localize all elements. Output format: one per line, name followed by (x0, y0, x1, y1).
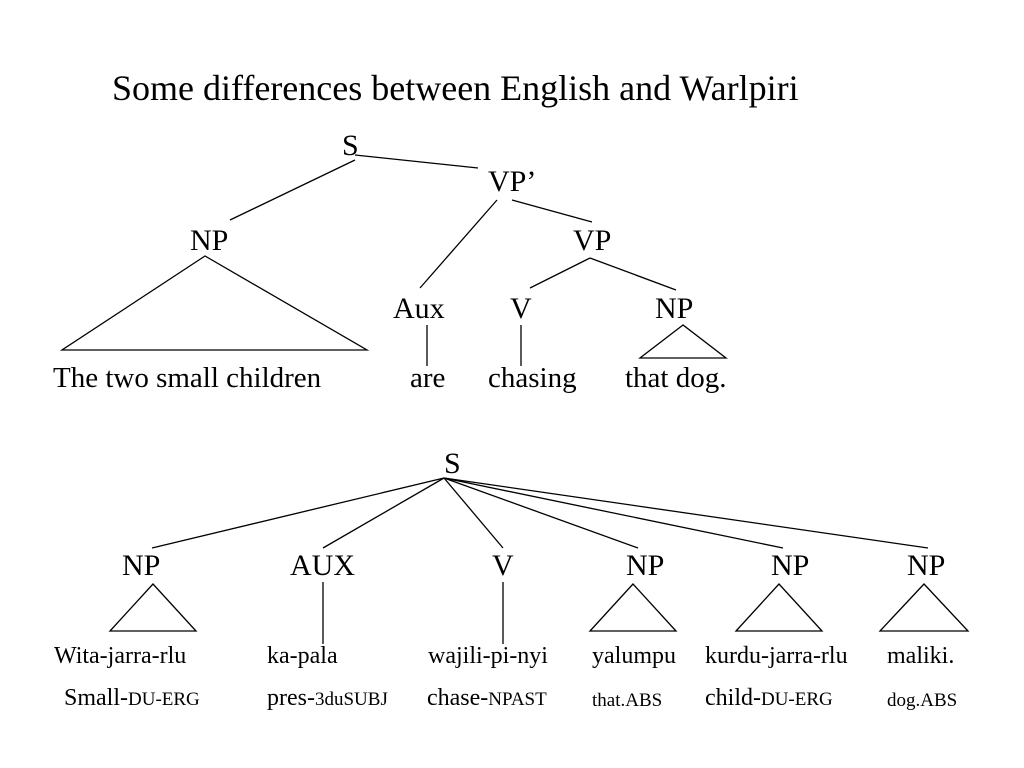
word-aux: are (410, 362, 446, 394)
gloss-sub: DU-ERG (760, 689, 833, 710)
node-v: V (510, 292, 532, 325)
triangle-subject-np (62, 256, 367, 350)
branch-w-s-np1 (152, 478, 444, 548)
triangle-w-np4 (880, 584, 968, 631)
gloss-sub: dog.ABS (887, 690, 958, 711)
node-aux: Aux (393, 292, 445, 325)
triangle-w-np1 (110, 584, 196, 631)
w-gloss-1 (64, 686, 200, 710)
gloss-sub: 3duSUBJ (314, 689, 388, 710)
node-np-subject: NP (190, 224, 229, 257)
branch-s-vpbar (355, 155, 478, 168)
triangle-object-np (640, 325, 726, 358)
w-gloss-4 (592, 688, 662, 710)
w-gloss-5 (705, 686, 833, 710)
w-gloss-2 (267, 686, 388, 710)
triangle-w-np3 (736, 584, 822, 631)
gloss-main: chase- (427, 685, 489, 711)
gloss-sub: DU-ERG (128, 689, 200, 710)
w-node-np-4: NP (907, 549, 946, 582)
branch-w-s-aux (323, 478, 444, 548)
word-subject: The two small children (53, 362, 322, 394)
branch-vpbar-aux (420, 200, 497, 288)
node-s: S (342, 129, 359, 162)
gloss-sub: that.ABS (592, 690, 663, 711)
node-vp: VP (573, 224, 612, 257)
branch-vp-np (590, 258, 676, 290)
branch-vp-v (530, 258, 590, 288)
w-gloss-6 (887, 688, 957, 710)
gloss-sub: NPAST (488, 689, 547, 710)
branch-w-s-np4 (444, 478, 928, 548)
branch-s-np (230, 160, 355, 220)
node-np-object: NP (655, 292, 694, 325)
w-word-4: yalumpu (592, 643, 676, 669)
w-gloss-3 (427, 686, 547, 710)
w-word-2: ka-pala (267, 643, 338, 669)
gloss-main: pres- (267, 685, 315, 711)
w-node-s: S (444, 447, 461, 480)
slide-title: Some differences between English and Warlpiri (112, 68, 799, 108)
w-word-5: kurdu-jarra-rlu (705, 643, 848, 669)
w-node-v: V (492, 549, 514, 582)
w-word-3: wajili-pi-nyi (428, 643, 548, 669)
word-verb: chasing (488, 362, 577, 394)
w-word-6: maliki. (887, 643, 955, 669)
triangle-w-np2 (590, 584, 676, 631)
w-node-np-1: NP (122, 549, 161, 582)
w-node-np-3: NP (771, 549, 810, 582)
branch-vpbar-vp (512, 200, 592, 222)
gloss-main: Small- (64, 685, 128, 711)
gloss-main: child- (705, 685, 761, 711)
word-object: that dog. (625, 362, 727, 394)
w-word-1: Wita-jarra-rlu (54, 643, 187, 669)
w-node-aux: AUX (290, 549, 355, 582)
node-vp-bar: VP’ (488, 165, 537, 198)
w-node-np-2: NP (626, 549, 665, 582)
